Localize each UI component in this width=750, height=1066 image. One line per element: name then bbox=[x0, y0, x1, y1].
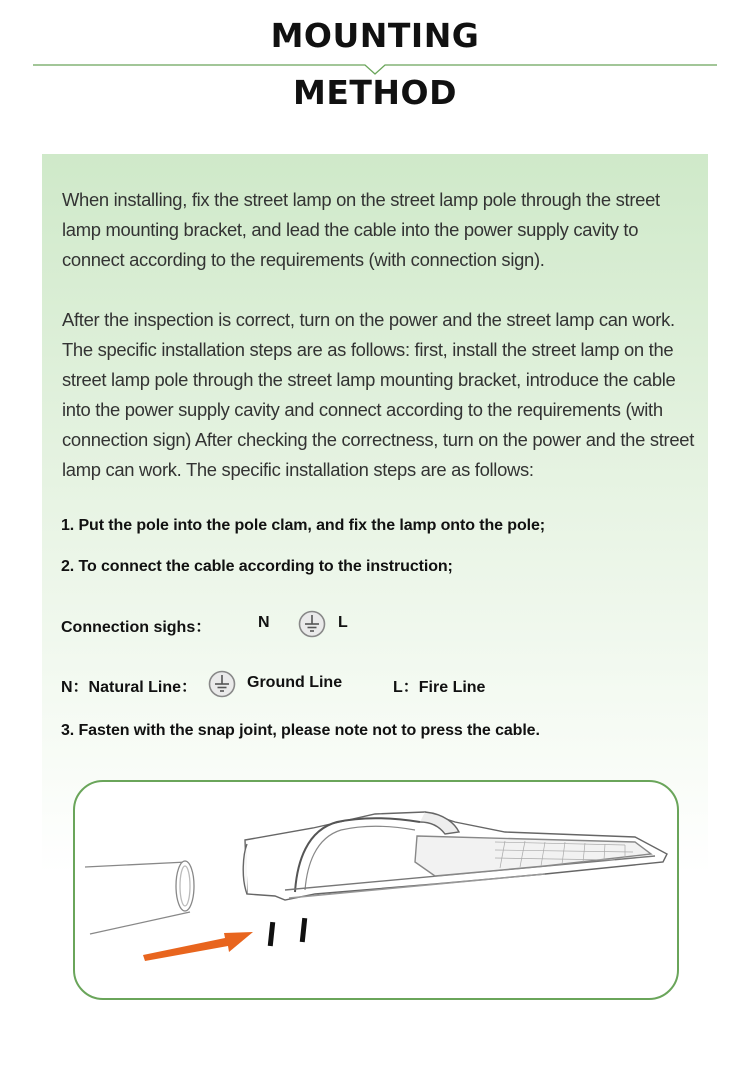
sign-l: L bbox=[338, 614, 348, 631]
step-1: 1. Put the pole into the pole clam, and fix the lamp onto the pole; bbox=[61, 517, 545, 534]
sign-n: N bbox=[258, 614, 270, 631]
illustration-frame bbox=[73, 780, 679, 1000]
ground-symbol-icon bbox=[297, 609, 327, 639]
page-title-line1: MOUNTING bbox=[270, 16, 480, 55]
page-title-line2: METHOD bbox=[293, 73, 457, 112]
legend-fire-line: L：Fire Line bbox=[393, 679, 486, 696]
pole-shape bbox=[85, 861, 194, 934]
lamp-body-shape bbox=[243, 812, 667, 900]
intro-paragraph-1: When installing, fix the street lamp on the street lamp pole through the street lamp mounting bracket, and lead the cable into the power supply cavity to connect according to the requirements (with connection sign). bbox=[62, 189, 660, 270]
street-lamp-illustration bbox=[75, 782, 677, 998]
connection-signs-label: Connection sighs： bbox=[61, 619, 212, 636]
step-3: 3. Fasten with the snap joint, please note not to press the cable. bbox=[61, 722, 540, 739]
legend-natural-line: N：Natural Line： bbox=[61, 679, 198, 696]
legend-ground-line: Ground Line bbox=[247, 674, 343, 691]
screw-mark bbox=[300, 918, 307, 942]
ground-symbol-icon bbox=[207, 669, 237, 699]
direction-arrow bbox=[143, 932, 253, 961]
intro-paragraph-2: After the inspection is correct, turn on the power and the street lamp can work. The specific installation steps are as follows: first, install the street lamp on the street lamp pole through the street lamp mounting bracket, introduce the cable into the power supply cavity and connect according to the requirements (with connection sign) After checking the correctness, turn on the power and the street lamp can work. The specific installation steps are as follows: bbox=[62, 309, 695, 480]
step-2: 2. To connect the cable according to the instruction; bbox=[61, 558, 453, 575]
screw-mark bbox=[268, 922, 275, 946]
